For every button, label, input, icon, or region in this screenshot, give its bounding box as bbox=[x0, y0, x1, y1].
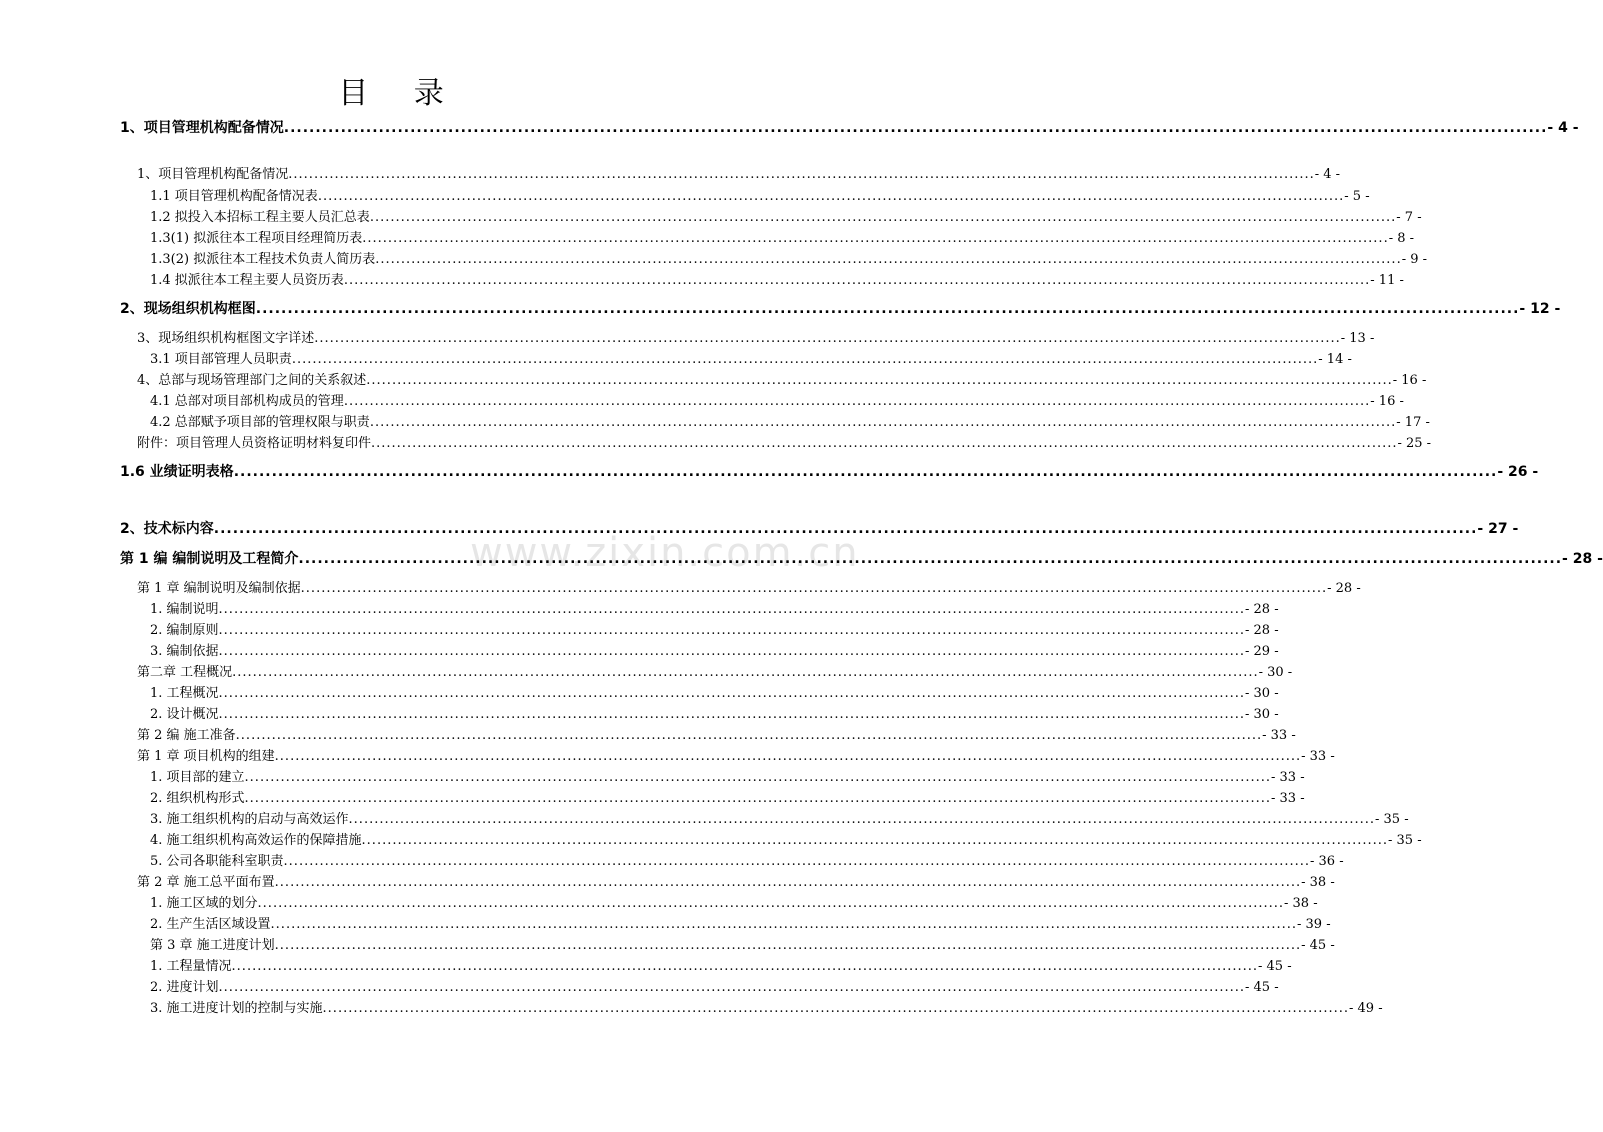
toc-leader-dots bbox=[245, 770, 1271, 785]
toc-entry-title: 1、项目管理机构配备情况 bbox=[137, 167, 289, 182]
toc-entry-page: - 5 - bbox=[1344, 189, 1370, 204]
toc-entry-title: 2、技术标内容 bbox=[120, 521, 214, 537]
toc-entry-page: - 33 - bbox=[1262, 728, 1296, 743]
toc-leader-dots bbox=[344, 394, 1370, 409]
toc-entry-title: 4、总部与现场管理部门之间的关系叙述 bbox=[137, 373, 367, 388]
toc-entry[interactable] bbox=[0, 808, 1409, 828]
toc-leader-dots bbox=[275, 875, 1301, 890]
toc-entry-page: - 14 - bbox=[1318, 352, 1352, 367]
toc-leader-dots bbox=[219, 602, 1245, 617]
toc-leader-dots bbox=[298, 551, 1562, 567]
toc-leader-dots bbox=[314, 331, 1340, 346]
toc-leader-dots bbox=[232, 959, 1258, 974]
toc-entry[interactable] bbox=[0, 955, 1292, 975]
toc-entry-title: 2. 进度计划 bbox=[150, 980, 219, 995]
toc-leader-dots bbox=[275, 749, 1301, 764]
toc-entry[interactable] bbox=[0, 269, 1404, 289]
toc-leader-dots bbox=[271, 917, 1297, 932]
toc-entry-title: 第二章 工程概况 bbox=[137, 665, 233, 680]
toc-entry-title: 2. 设计概况 bbox=[150, 707, 219, 722]
toc-entry-page: - 28 - bbox=[1327, 581, 1361, 596]
toc-entry-title: 第 3 章 施工进度计划 bbox=[150, 938, 275, 953]
toc-entry-title: 1、项目管理机构配备情况 bbox=[120, 120, 284, 136]
toc-entry-page: - 13 - bbox=[1340, 331, 1375, 346]
toc-entry[interactable] bbox=[0, 745, 1335, 765]
toc-entry[interactable] bbox=[0, 724, 1296, 744]
toc-entry[interactable] bbox=[0, 913, 1331, 933]
toc-entry-title: 第 1 章 项目机构的组建 bbox=[137, 749, 275, 764]
toc-entry[interactable] bbox=[0, 787, 1305, 807]
toc-leader-dots bbox=[258, 896, 1284, 911]
toc-leader-dots bbox=[292, 352, 1318, 367]
toc-entry[interactable] bbox=[0, 185, 1370, 205]
toc-entry-title: 3. 施工组织机构的启动与高效运作 bbox=[150, 812, 349, 827]
toc-entry-page: - 45 - bbox=[1245, 980, 1279, 995]
toc-entry-title: 1.3(2) 拟派往本工程技术负责人简历表 bbox=[150, 252, 376, 267]
toc-entry-title: 4. 施工组织机构高效运作的保障措施 bbox=[150, 833, 362, 848]
toc-entry[interactable] bbox=[0, 829, 1422, 849]
toc-leader-dots bbox=[370, 210, 1396, 225]
toc-entry-title: 5. 公司各职能科室职责 bbox=[150, 854, 284, 869]
toc-entry-title: 1. 工程量情况 bbox=[150, 959, 232, 974]
toc-leader-dots bbox=[301, 581, 1327, 596]
toc-entry-title: 第 2 编 施工准备 bbox=[137, 728, 236, 743]
toc-entry[interactable] bbox=[0, 348, 1352, 368]
toc-entry-page: - 25 - bbox=[1397, 436, 1432, 451]
toc-leader-dots bbox=[362, 833, 1388, 848]
toc-entry-page: - 35 - bbox=[1375, 812, 1409, 827]
toc-entry-page: - 30 - bbox=[1258, 665, 1293, 680]
toc-entry[interactable] bbox=[0, 577, 1361, 597]
toc-entry-page: - 36 - bbox=[1310, 854, 1344, 869]
toc-entry[interactable] bbox=[0, 548, 1603, 568]
toc-entry-page: - 33 - bbox=[1301, 749, 1335, 764]
toc-entry-title: 3、现场组织机构框图文字详述 bbox=[137, 331, 315, 346]
toc-entry-title: 1.1 项目管理机构配备情况表 bbox=[150, 189, 318, 204]
toc-leader-dots bbox=[219, 686, 1245, 701]
toc-entry-page: - 49 - bbox=[1349, 1001, 1383, 1016]
toc-entry-page: - 45 - bbox=[1258, 959, 1292, 974]
toc-entry[interactable] bbox=[0, 892, 1318, 912]
watermark: www.zixin.com.cn bbox=[470, 530, 860, 576]
toc-entry-title: 2、现场组织机构框图 bbox=[120, 301, 256, 317]
toc-leader-dots bbox=[323, 1001, 1349, 1016]
toc-entry[interactable] bbox=[0, 766, 1305, 786]
toc-entry[interactable] bbox=[0, 411, 1430, 431]
toc-entry-title: 第 1 章 编制说明及编制依据 bbox=[137, 581, 301, 596]
toc-leader-dots bbox=[275, 938, 1301, 953]
toc-entry-page: - 9 - bbox=[1401, 252, 1428, 267]
toc-leader-dots bbox=[219, 644, 1245, 659]
toc-entry-page: - 33 - bbox=[1271, 791, 1305, 806]
page-title: 目 录 bbox=[338, 76, 462, 111]
toc-entry[interactable] bbox=[0, 248, 1428, 268]
toc-entry[interactable] bbox=[0, 997, 1383, 1017]
toc-leader-dots bbox=[256, 301, 1520, 317]
toc-entry[interactable] bbox=[0, 871, 1335, 891]
toc-leader-dots bbox=[245, 791, 1271, 806]
toc-entry-title: 1. 施工区域的划分 bbox=[150, 896, 258, 911]
toc-entry[interactable] bbox=[0, 518, 1519, 538]
toc-entry[interactable] bbox=[0, 598, 1279, 618]
toc-entry-title: 1.3(1) 拟派往本工程项目经理简历表 bbox=[150, 231, 363, 246]
toc-entry-title: 1. 项目部的建立 bbox=[150, 770, 245, 785]
toc-entry-title: 4.2 总部赋予项目部的管理权限与职责 bbox=[150, 415, 370, 430]
toc-entry-page: - 11 - bbox=[1370, 273, 1404, 288]
toc-leader-dots bbox=[370, 415, 1396, 430]
toc-entry-page: - 28 - bbox=[1245, 602, 1279, 617]
toc-entry-title: 2. 编制原则 bbox=[150, 623, 219, 638]
toc-leader-dots bbox=[344, 273, 1370, 288]
toc-leader-dots bbox=[318, 189, 1344, 204]
toc-leader-dots bbox=[288, 167, 1314, 182]
toc-entry[interactable] bbox=[0, 461, 1539, 481]
toc-leader-dots bbox=[234, 464, 1498, 480]
toc-leader-dots bbox=[366, 373, 1392, 388]
toc-entry-page: - 30 - bbox=[1245, 707, 1279, 722]
toc-entry-page: - 8 - bbox=[1388, 231, 1415, 246]
toc-entry-page: - 33 - bbox=[1271, 770, 1305, 785]
toc-entry[interactable] bbox=[0, 850, 1344, 870]
toc-leader-dots bbox=[362, 231, 1388, 246]
toc-entry-page: - 16 - bbox=[1392, 373, 1427, 388]
toc-entry-page: - 27 - bbox=[1477, 521, 1519, 537]
toc-entry[interactable] bbox=[0, 206, 1422, 226]
toc-entry-title: 第 2 章 施工总平面布置 bbox=[137, 875, 275, 890]
toc-entry[interactable] bbox=[0, 934, 1335, 954]
toc-entry-page: - 38 - bbox=[1301, 875, 1335, 890]
toc-entry-page: - 30 - bbox=[1245, 686, 1279, 701]
toc-entry-page: - 4 - bbox=[1547, 120, 1579, 136]
toc-entry-title: 1.2 拟投入本招标工程主要人员汇总表 bbox=[150, 210, 370, 225]
toc-leader-dots bbox=[219, 980, 1245, 995]
toc-entry-page: - 45 - bbox=[1301, 938, 1335, 953]
toc-entry[interactable] bbox=[0, 298, 1561, 318]
toc-entry[interactable] bbox=[0, 432, 1432, 452]
toc-entry-title: 3. 编制依据 bbox=[150, 644, 219, 659]
toc-entry-page: - 12 - bbox=[1519, 301, 1561, 317]
toc-entry-page: - 35 - bbox=[1388, 833, 1422, 848]
toc-leader-dots bbox=[236, 728, 1262, 743]
toc-entry-title: 1. 编制说明 bbox=[150, 602, 219, 617]
toc-entry[interactable] bbox=[0, 390, 1404, 410]
toc-entry-title: 附件：项目管理人员资格证明材料复印件 bbox=[137, 436, 372, 451]
toc-entry-page: - 17 - bbox=[1396, 415, 1430, 430]
toc-entry-page: - 26 - bbox=[1497, 464, 1539, 480]
toc-entry[interactable] bbox=[0, 682, 1279, 702]
toc-entry-title: 1. 工程概况 bbox=[150, 686, 219, 701]
toc-entry-page: - 28 - bbox=[1562, 551, 1603, 567]
toc-leader-dots bbox=[284, 120, 1548, 136]
toc-leader-dots bbox=[371, 436, 1397, 451]
toc-leader-dots bbox=[219, 707, 1245, 722]
toc-entry-title: 1.4 拟派往本工程主要人员资历表 bbox=[150, 273, 344, 288]
toc-entry-title: 2. 组织机构形式 bbox=[150, 791, 245, 806]
toc-entry[interactable] bbox=[0, 327, 1375, 347]
toc-entry-page: - 16 - bbox=[1370, 394, 1404, 409]
toc-leader-dots bbox=[232, 665, 1258, 680]
toc-entry[interactable] bbox=[0, 661, 1293, 681]
toc-entry-title: 3. 施工进度计划的控制与实施 bbox=[150, 1001, 323, 1016]
toc-leader-dots bbox=[284, 854, 1310, 869]
toc-entry[interactable] bbox=[0, 640, 1279, 660]
toc-entry-page: - 4 - bbox=[1314, 167, 1341, 182]
toc-leader-dots bbox=[214, 521, 1478, 537]
toc-entry-page: - 7 - bbox=[1396, 210, 1422, 225]
toc-entry[interactable] bbox=[0, 976, 1279, 996]
toc-entry-title: 1.6 业绩证明表格 bbox=[120, 464, 234, 480]
toc-entry[interactable] bbox=[0, 163, 1341, 183]
toc-entry-page: - 28 - bbox=[1245, 623, 1279, 638]
toc-entry-title: 3.1 项目部管理人员职责 bbox=[150, 352, 292, 367]
toc-entry-title: 4.1 总部对项目部机构成员的管理 bbox=[150, 394, 344, 409]
toc-leader-dots bbox=[219, 623, 1245, 638]
toc-entry-page: - 39 - bbox=[1297, 917, 1331, 932]
toc-entry-page: - 29 - bbox=[1245, 644, 1279, 659]
toc-entry-title: 第 1 编 编制说明及工程简介 bbox=[120, 551, 299, 567]
toc-entry-page: - 38 - bbox=[1284, 896, 1318, 911]
toc-entry-title: 2. 生产生活区域设置 bbox=[150, 917, 271, 932]
toc-entry[interactable] bbox=[0, 117, 1579, 137]
toc-entry[interactable] bbox=[0, 227, 1415, 247]
toc-leader-dots bbox=[375, 252, 1401, 267]
toc-entry[interactable] bbox=[0, 703, 1279, 723]
toc-leader-dots bbox=[349, 812, 1375, 827]
toc-entry[interactable] bbox=[0, 369, 1427, 389]
toc-entry[interactable] bbox=[0, 619, 1279, 639]
